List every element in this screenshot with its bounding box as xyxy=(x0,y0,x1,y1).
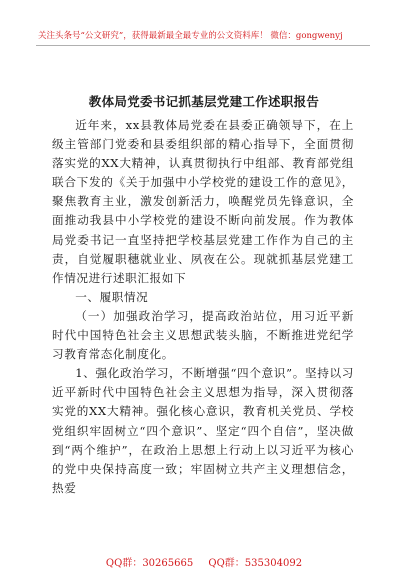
subsection-heading-1: （一）加强政治学习，提高政治站位，用习近平新时代中国特色社会主义思想武装头脑，不断推进党纪学习教育常态化制度化。 xyxy=(52,308,354,362)
document-title: 教体局党委书记抓基层党建工作述职报告 xyxy=(88,94,320,109)
paragraph-intro: 近年来，xx县教体局党委在县委正确领导下，在上级主管部门党委和县委组织部的精心指导下，全面贯彻落实党的XX大精神，认真贯彻执行中组部、教育部党组联合下发的《关于加强中小学校党的建设工作的意见》，聚焦教育主业，激发创新活力，唤醒党员先锋意识，全面推动我县中小学校党的建设不断向前发展。作为教体局党委书记一直坚持把学校基层党建工作作为自己的主责，自觉履职穗就业业、夙夜在公。现就抓基层党建工作情况进行述职汇报如下 xyxy=(52,118,354,285)
paragraph-item-1: 1、强化政治学习，不断增强“四个意识”。坚持以习近平新时代中国特色社会主义思想为指导，深入贯彻落实党的XX大精神。强化核心意识，教育机关党员、学校党组织牢固树立“四个意识”、坚定“四个自信”，坚决做到“两个维护”，在政治上思想上行动上以习近平为核心的党中央保持高度一致；牢固树立共产主义理想信念，热爱 xyxy=(52,366,354,495)
document-body xyxy=(52,116,354,498)
header-promo-text: 关注头条号“公文研究”，获得最新最全最专业的公文资料库！ 微信：gongwenyj xyxy=(38,31,343,41)
footer-qq-groups xyxy=(0,554,408,569)
header-divider xyxy=(36,45,370,46)
section-heading-1: 一、履职情况 xyxy=(75,289,149,304)
footer-qq-group-1: QQ群：30265665 xyxy=(105,558,194,569)
footer-qq-group-2: QQ群：535304092 xyxy=(208,558,303,569)
